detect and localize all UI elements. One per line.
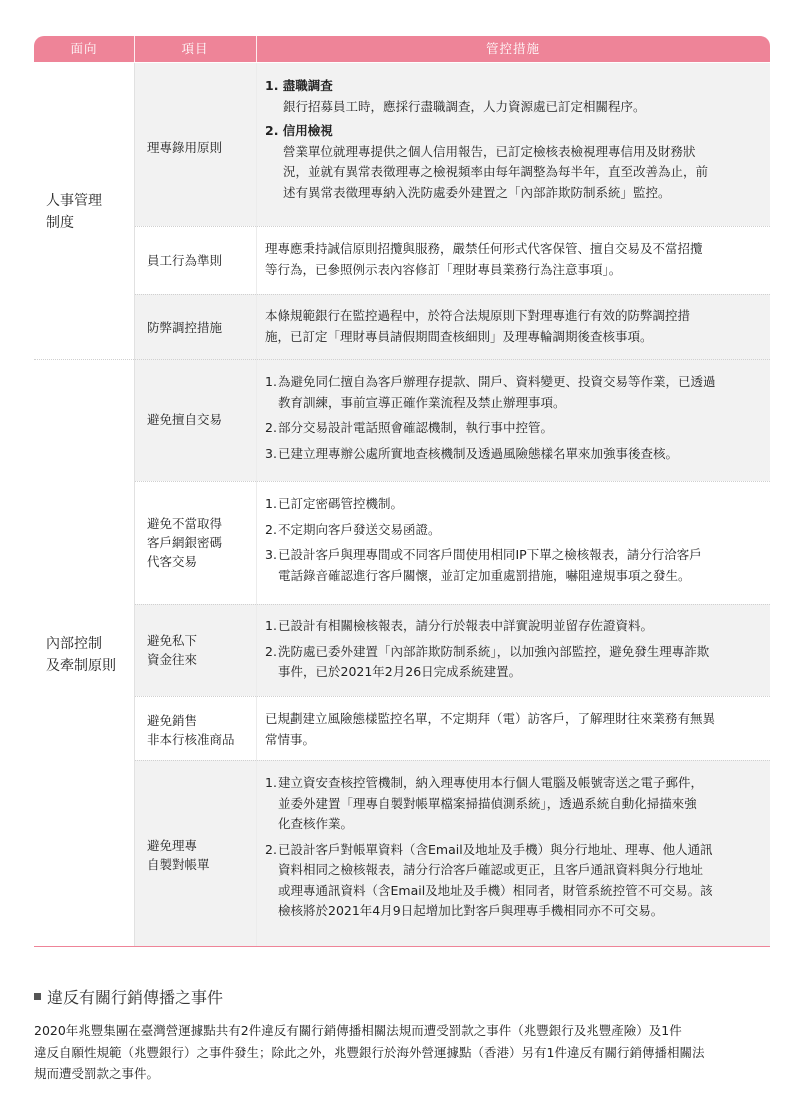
paragraph-line: 規而遭受罰款之事件。: [34, 1066, 160, 1081]
item-label: 避免理專: [147, 838, 198, 853]
item-label: 員工行為準則: [147, 253, 223, 268]
item-label: 避免不當取得: [147, 516, 223, 531]
category-label: 及牽制原則: [46, 658, 116, 674]
row-divider: [134, 226, 770, 227]
measure-text: 已設計客戶與理專間或不同客戶間使用相同IP下單之檢核報表，請分行洽客戶: [278, 547, 702, 562]
measure-text: 銀行招募員工時，應採行盡職調查，人力資源處已訂定相關程序。: [283, 98, 646, 114]
measure-text: 已規劃建立風險態樣監控名單，不定期拜（電）訪客戶，了解理財往來業務有無異: [265, 711, 716, 726]
measure-text: 檢核將於2021年4月9日起增加比對客戶與理專手機相同亦不可交易。: [278, 903, 664, 918]
category-label: 內部控制: [46, 636, 102, 652]
measure-text: 教育訓練，事前宣導正確作業流程及禁止辦理事項。: [278, 394, 566, 410]
measure-text: 已建立理專辦公處所實地查核機制及透過風險態樣名單來加強事後查核。: [278, 445, 679, 461]
section-title-text: 違反有關行銷傳播之事件: [47, 988, 224, 1007]
row-divider: [134, 481, 770, 482]
paragraph-line: 2020年兆豐集團在臺灣營運據點共有2件違反有關行銷傳播相關法規而遭受罰款之事件（兆豐銀行及兆豐產險）及1件: [34, 1023, 682, 1038]
list-number: 2.: [265, 521, 277, 537]
item-unapproved-products: [147, 711, 235, 749]
list-number: 1.: [265, 496, 277, 511]
header-item: 項目: [181, 41, 209, 56]
item-conduct: [147, 251, 222, 270]
item-label: 理專錄用原則: [147, 140, 223, 155]
measure-text: 或理專通訊資料（含Email及地址及手機）相同者，財管系統控管不可交易。該: [278, 882, 713, 898]
item-label: 避免銷售: [147, 713, 198, 728]
measure-text: 已設計客戶對帳單資料（含Email及地址及手機）與分行地址、理專、他人通訊: [278, 841, 713, 857]
measure-text: 述有異常表徵理專納入洗防處委外建置之「內部詐欺防制系統」監控。: [283, 184, 671, 200]
item-private-funds: [147, 631, 197, 669]
measure-text: 不定期向客戶發送交易函證。: [278, 521, 441, 537]
list-number: 3.: [265, 445, 277, 461]
measure-text: 洗防處已委外建置「內部詐欺防制系統」，以加強內部監控，避免發生理專詐欺: [278, 643, 710, 659]
column-divider: [134, 63, 135, 946]
measures-unapproved-products: [265, 709, 715, 750]
measure-text: 等行為，已參照例示表內容修訂「理財專員業務行為注意事項」。: [265, 261, 622, 277]
item-label: 避免擅自交易: [147, 412, 223, 427]
category-internal-control: [46, 633, 116, 677]
measure-text: 常情事。: [265, 731, 316, 747]
list-number: 1.: [265, 775, 277, 790]
measures-fake-statements: [265, 773, 713, 922]
measure-heading: 2. 信用檢視: [265, 123, 333, 138]
measures-recruitment: [265, 76, 708, 203]
measures-password-misuse: [265, 494, 702, 586]
row-divider: [134, 604, 770, 605]
column-divider: [256, 63, 257, 946]
item-recruitment: [147, 138, 222, 157]
list-number: 2.: [265, 643, 277, 659]
measure-text: 建立資安查核控管機制，納入理專使用本行個人電腦及帳號寄送之電子郵件，: [278, 775, 704, 790]
table-bottom-border: [34, 946, 770, 947]
item-unauthorized-trading: [147, 410, 222, 429]
measure-text: 施，已訂定「理財專員請假期間查核細則」及理專輪調期後查核事項。: [265, 328, 653, 344]
measures-unauthorized-trading: [265, 372, 716, 464]
measures-conduct: [265, 239, 703, 280]
category-divider: [34, 359, 770, 360]
header-measures: 管控措施: [485, 41, 540, 56]
measure-text: 部分交易設計電話照會確認機制，執行事中控管。: [278, 420, 554, 435]
measure-text: 理專應秉持誠信原則招攬與服務，嚴禁任何形式代客保管、擅自交易及不當招攬: [265, 241, 703, 256]
measure-text: 資料相同之檢核報表，請分行洽客戶確認或更正，且客戶通訊資料與分行地址: [278, 862, 704, 877]
measure-text: 營業單位就理專提供之個人信用報告，已訂定檢核表檢視理專信用及財務狀: [283, 143, 696, 159]
measure-text: 已設計有相關檢核報表，請分行於報表中詳實說明並留存佐證資料。: [278, 618, 654, 633]
item-label: 自製對帳單: [147, 857, 210, 872]
measure-text: 並委外建置「理專自製對帳單檔案掃描偵測系統」，透過系統自動化掃描來強: [278, 795, 697, 811]
list-number: 1.: [265, 618, 277, 633]
item-label: 資金往來: [147, 652, 198, 667]
category-label: 制度: [46, 215, 74, 231]
item-label: 客戶網銀密碼: [147, 535, 223, 550]
row-divider: [134, 696, 770, 697]
item-fake-statements: [147, 836, 210, 874]
measure-text: 電話錄音確認進行客戶關懷，並訂定加重處罰措施，嚇阻違規事項之發生。: [278, 567, 691, 583]
item-label: 非本行核准商品: [147, 732, 235, 747]
list-number: 2.: [265, 420, 277, 435]
item-label: 代客交易: [147, 554, 198, 569]
table-header: [34, 36, 770, 62]
measure-text: 事件，已於2021年2月26日完成系統建置。: [278, 664, 522, 679]
list-number: 3.: [265, 547, 277, 562]
measure-text: 已訂定密碼管控機制。: [278, 496, 404, 511]
list-number: 2.: [265, 841, 277, 857]
category-hr-system: [46, 190, 102, 234]
measures-private-funds: [265, 616, 709, 683]
header-direction: 面向: [70, 41, 98, 56]
measure-text: 本條規範銀行在監控過程中，於符合法規原則下對理專進行有效的防弊調控措: [265, 308, 691, 323]
section-title: [34, 985, 223, 1008]
row-divider: [134, 294, 770, 295]
measure-text: 為避免同仁擅自為客戶辦理存提款、開戶、資料變更、投資交易等作業，已透過: [278, 374, 716, 389]
measure-text: 況，並就有異常表徵理專之檢視頻率由每年調整為每半年，直至改善為止，前: [283, 164, 709, 179]
item-password-misuse: [147, 514, 222, 571]
row-divider: [134, 760, 770, 761]
item-label: 防弊調控措施: [147, 320, 223, 335]
measure-text: 化查核作業。: [278, 816, 354, 831]
section-body: [34, 1020, 774, 1085]
paragraph-line: 違反自願性規範（兆豐銀行）之事件發生；除此之外，兆豐銀行於海外營運據點（香港）另有1件違反有關行銷傳播相關法: [34, 1044, 705, 1060]
square-bullet-icon: [34, 993, 41, 1000]
list-number: 1.: [265, 374, 277, 389]
category-label: 人事管理: [46, 193, 102, 209]
measures-fraud-control: [265, 306, 690, 347]
item-label: 避免私下: [147, 633, 198, 648]
measure-heading: 1. 盡職調查: [265, 78, 333, 93]
item-fraud-control: [147, 318, 222, 337]
